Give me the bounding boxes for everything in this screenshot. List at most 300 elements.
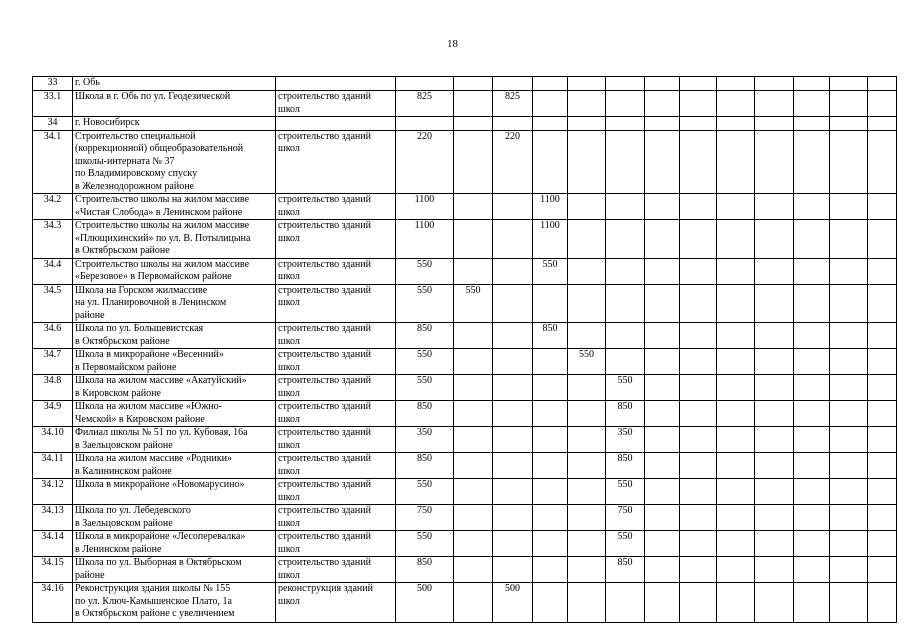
year-value-cell — [680, 453, 717, 479]
year-value-cell — [606, 583, 645, 623]
year-value-cell — [794, 375, 830, 401]
year-value-cell — [755, 220, 794, 259]
year-value-cell — [868, 479, 897, 505]
year-value-cell — [533, 349, 568, 375]
row-number-cell: 34 — [33, 117, 73, 131]
year-value-cell: 350 — [606, 427, 645, 453]
object-name-cell: Школа в г. Обь по ул. Геодезической — [73, 91, 276, 117]
year-value-cell — [493, 117, 533, 131]
total-value-cell: 1100 — [396, 220, 454, 259]
year-value-cell — [755, 479, 794, 505]
year-value-cell: 550 — [568, 349, 606, 375]
year-value-cell: 850 — [606, 453, 645, 479]
year-value-cell — [645, 557, 680, 583]
year-value-cell — [755, 427, 794, 453]
year-value-cell — [645, 427, 680, 453]
year-value-cell — [493, 284, 533, 323]
year-value-cell — [454, 375, 493, 401]
year-value-cell — [717, 427, 755, 453]
work-type-cell: строительство зданий школ — [276, 479, 396, 505]
row-number-cell: 34.7 — [33, 349, 73, 375]
year-value-cell — [645, 323, 680, 349]
year-value-cell: 500 — [493, 583, 533, 623]
row-number-cell: 34.9 — [33, 401, 73, 427]
work-type-cell: реконструкция зданий школ — [276, 583, 396, 623]
work-type-cell: строительство зданий школ — [276, 323, 396, 349]
year-value-cell — [493, 427, 533, 453]
year-value-cell — [680, 349, 717, 375]
object-name-cell: Школа в микрорайоне «Новомарусино» — [73, 479, 276, 505]
row-number-cell: 34.6 — [33, 323, 73, 349]
year-value-cell — [794, 77, 830, 91]
year-value-cell — [717, 194, 755, 220]
year-value-cell — [606, 117, 645, 131]
year-value-cell — [755, 375, 794, 401]
year-value-cell: 220 — [493, 130, 533, 194]
year-value-cell — [680, 130, 717, 194]
year-value-cell: 825 — [493, 91, 533, 117]
year-value-cell — [830, 77, 868, 91]
year-value-cell — [794, 284, 830, 323]
year-value-cell — [606, 194, 645, 220]
table-row — [33, 427, 897, 453]
year-value-cell — [755, 323, 794, 349]
year-value-cell — [830, 117, 868, 131]
year-value-cell — [680, 220, 717, 259]
year-value-cell — [680, 91, 717, 117]
work-type-cell: строительство зданий школ — [276, 557, 396, 583]
year-value-cell — [755, 583, 794, 623]
year-value-cell — [680, 401, 717, 427]
total-value-cell: 1100 — [396, 194, 454, 220]
row-number-cell: 33 — [33, 77, 73, 91]
row-number-cell: 34.5 — [33, 284, 73, 323]
year-value-cell — [830, 130, 868, 194]
year-value-cell — [645, 284, 680, 323]
year-value-cell — [794, 453, 830, 479]
object-name-cell: Школа на жилом массиве «Южно- Чемской» в Кировском районе — [73, 401, 276, 427]
year-value-cell — [755, 91, 794, 117]
year-value-cell — [830, 401, 868, 427]
year-value-cell: 850 — [533, 323, 568, 349]
year-value-cell — [717, 401, 755, 427]
year-value-cell — [645, 194, 680, 220]
year-value-cell — [868, 258, 897, 284]
year-value-cell — [645, 479, 680, 505]
year-value-cell — [568, 258, 606, 284]
year-value-cell — [493, 258, 533, 284]
year-value-cell — [454, 117, 493, 131]
year-value-cell: 550 — [533, 258, 568, 284]
year-value-cell — [645, 531, 680, 557]
object-name-cell: г. Новосибирск — [73, 117, 276, 131]
total-value-cell: 350 — [396, 427, 454, 453]
year-value-cell — [645, 91, 680, 117]
total-value-cell: 500 — [396, 583, 454, 623]
year-value-cell — [645, 349, 680, 375]
year-value-cell — [680, 479, 717, 505]
table-row — [33, 583, 897, 623]
year-value-cell — [830, 323, 868, 349]
total-value-cell: 550 — [396, 258, 454, 284]
year-value-cell — [755, 130, 794, 194]
year-value-cell — [717, 117, 755, 131]
row-number-cell: 34.1 — [33, 130, 73, 194]
total-value-cell: 220 — [396, 130, 454, 194]
year-value-cell — [868, 77, 897, 91]
table-row — [33, 531, 897, 557]
year-value-cell — [868, 91, 897, 117]
year-value-cell — [568, 130, 606, 194]
year-value-cell — [830, 258, 868, 284]
year-value-cell — [493, 323, 533, 349]
object-name-cell: Строительство школы на жилом массиве «Чистая Слобода» в Ленинском районе — [73, 194, 276, 220]
object-name-cell: Филиал школы № 51 по ул. Кубовая, 16а в Заельцовском районе — [73, 427, 276, 453]
object-name-cell: Школа в микрорайоне «Лесоперевалка» в Ленинском районе — [73, 531, 276, 557]
year-value-cell — [717, 77, 755, 91]
object-name-cell: Школа на Горском жилмассиве на ул. Планировочной в Ленинском районе — [73, 284, 276, 323]
year-value-cell — [717, 130, 755, 194]
row-number-cell: 34.11 — [33, 453, 73, 479]
year-value-cell — [755, 505, 794, 531]
year-value-cell — [568, 453, 606, 479]
year-value-cell — [794, 583, 830, 623]
year-value-cell — [493, 349, 533, 375]
work-type-cell: строительство зданий школ — [276, 401, 396, 427]
year-value-cell — [533, 557, 568, 583]
total-value-cell: 550 — [396, 479, 454, 505]
year-value-cell — [645, 453, 680, 479]
year-value-cell — [606, 284, 645, 323]
year-value-cell — [717, 284, 755, 323]
year-value-cell — [568, 427, 606, 453]
year-value-cell — [454, 130, 493, 194]
year-value-cell — [794, 117, 830, 131]
year-value-cell — [755, 284, 794, 323]
table-row — [33, 323, 897, 349]
year-value-cell — [645, 583, 680, 623]
year-value-cell — [493, 194, 533, 220]
year-value-cell — [493, 505, 533, 531]
year-value-cell — [830, 220, 868, 259]
year-value-cell: 550 — [606, 375, 645, 401]
table-row — [33, 91, 897, 117]
table-row — [33, 220, 897, 259]
row-number-cell: 34.13 — [33, 505, 73, 531]
total-value-cell — [396, 117, 454, 131]
year-value-cell: 550 — [606, 531, 645, 557]
year-value-cell — [568, 557, 606, 583]
year-value-cell — [868, 453, 897, 479]
table-row — [33, 453, 897, 479]
total-value-cell — [396, 77, 454, 91]
year-value-cell — [454, 220, 493, 259]
year-value-cell — [680, 427, 717, 453]
year-value-cell — [868, 349, 897, 375]
year-value-cell — [794, 531, 830, 557]
total-value-cell: 550 — [396, 531, 454, 557]
work-type-cell: строительство зданий школ — [276, 453, 396, 479]
total-value-cell: 850 — [396, 453, 454, 479]
year-value-cell — [830, 349, 868, 375]
row-number-cell: 34.8 — [33, 375, 73, 401]
year-value-cell — [568, 117, 606, 131]
year-value-cell — [493, 375, 533, 401]
work-type-cell: строительство зданий школ — [276, 284, 396, 323]
year-value-cell — [794, 401, 830, 427]
year-value-cell — [717, 349, 755, 375]
year-value-cell — [794, 130, 830, 194]
object-name-cell: Строительство специальной (коррекционной) общеобразовательной школы-интерната № 37 по Владимировскому спуску в Железнодорожном районе — [73, 130, 276, 194]
year-value-cell — [454, 453, 493, 479]
table-row — [33, 505, 897, 531]
year-value-cell — [868, 194, 897, 220]
year-value-cell — [717, 220, 755, 259]
year-value-cell — [868, 130, 897, 194]
year-value-cell — [794, 505, 830, 531]
year-value-cell — [568, 583, 606, 623]
year-value-cell — [493, 531, 533, 557]
year-value-cell — [454, 194, 493, 220]
year-value-cell: 1100 — [533, 220, 568, 259]
year-value-cell — [830, 505, 868, 531]
year-value-cell — [755, 531, 794, 557]
table-row — [33, 557, 897, 583]
year-value-cell — [680, 505, 717, 531]
year-value-cell — [568, 284, 606, 323]
year-value-cell — [645, 401, 680, 427]
year-value-cell — [794, 557, 830, 583]
object-name-cell: Школа в микрорайоне «Весенний» в Первомайском районе — [73, 349, 276, 375]
year-value-cell — [830, 479, 868, 505]
year-value-cell — [755, 194, 794, 220]
table-row — [33, 349, 897, 375]
year-value-cell — [755, 77, 794, 91]
work-type-cell — [276, 117, 396, 131]
year-value-cell — [606, 323, 645, 349]
work-type-cell: строительство зданий школ — [276, 427, 396, 453]
total-value-cell: 550 — [396, 375, 454, 401]
year-value-cell — [717, 375, 755, 401]
year-value-cell — [454, 77, 493, 91]
year-value-cell — [645, 220, 680, 259]
year-value-cell: 550 — [454, 284, 493, 323]
year-value-cell: 750 — [606, 505, 645, 531]
work-type-cell: строительство зданий школ — [276, 91, 396, 117]
year-value-cell — [568, 77, 606, 91]
year-value-cell — [680, 375, 717, 401]
year-value-cell — [454, 505, 493, 531]
year-value-cell — [606, 91, 645, 117]
year-value-cell — [794, 323, 830, 349]
row-number-cell: 34.4 — [33, 258, 73, 284]
total-value-cell: 550 — [396, 284, 454, 323]
total-value-cell: 550 — [396, 349, 454, 375]
year-value-cell — [830, 583, 868, 623]
year-value-cell: 1100 — [533, 194, 568, 220]
year-value-cell — [568, 91, 606, 117]
year-value-cell — [717, 531, 755, 557]
year-value-cell — [680, 323, 717, 349]
year-value-cell — [533, 77, 568, 91]
year-value-cell — [533, 453, 568, 479]
object-name-cell: Школа на жилом массиве «Акатуйский» в Кировском районе — [73, 375, 276, 401]
year-value-cell — [606, 349, 645, 375]
year-value-cell — [868, 583, 897, 623]
row-number-cell: 34.16 — [33, 583, 73, 623]
year-value-cell — [568, 401, 606, 427]
table-body — [33, 77, 897, 623]
year-value-cell — [868, 323, 897, 349]
year-value-cell — [645, 258, 680, 284]
table-row — [33, 130, 897, 194]
table-row — [33, 284, 897, 323]
year-value-cell — [830, 557, 868, 583]
year-value-cell — [454, 557, 493, 583]
year-value-cell — [830, 284, 868, 323]
total-value-cell: 750 — [396, 505, 454, 531]
year-value-cell — [493, 479, 533, 505]
row-number-cell: 34.10 — [33, 427, 73, 453]
object-name-cell: Строительство школы на жилом массиве «Березовое» в Первомайском районе — [73, 258, 276, 284]
table-row — [33, 117, 897, 131]
table-row — [33, 194, 897, 220]
year-value-cell: 550 — [606, 479, 645, 505]
year-value-cell — [454, 258, 493, 284]
year-value-cell — [606, 130, 645, 194]
object-name-cell: Школа по ул. Большевистская в Октябрьском районе — [73, 323, 276, 349]
year-value-cell — [568, 323, 606, 349]
year-value-cell — [533, 531, 568, 557]
year-value-cell — [454, 427, 493, 453]
work-type-cell — [276, 77, 396, 91]
year-value-cell — [533, 130, 568, 194]
year-value-cell — [493, 401, 533, 427]
work-type-cell: строительство зданий школ — [276, 375, 396, 401]
year-value-cell — [794, 91, 830, 117]
year-value-cell — [493, 77, 533, 91]
work-type-cell: строительство зданий школ — [276, 130, 396, 194]
object-name-cell: Школа на жилом массиве «Родники» в Калининском районе — [73, 453, 276, 479]
year-value-cell — [717, 479, 755, 505]
year-value-cell — [794, 194, 830, 220]
year-value-cell — [868, 531, 897, 557]
year-value-cell — [454, 401, 493, 427]
work-type-cell: строительство зданий школ — [276, 531, 396, 557]
year-value-cell — [454, 531, 493, 557]
program-table — [32, 76, 897, 623]
object-name-cell: Школа по ул. Выборная в Октябрьском районе — [73, 557, 276, 583]
year-value-cell — [533, 117, 568, 131]
table-row — [33, 375, 897, 401]
year-value-cell — [680, 194, 717, 220]
year-value-cell — [645, 375, 680, 401]
table-row — [33, 479, 897, 505]
year-value-cell — [794, 258, 830, 284]
year-value-cell — [717, 583, 755, 623]
year-value-cell — [680, 117, 717, 131]
year-value-cell — [568, 220, 606, 259]
total-value-cell: 850 — [396, 401, 454, 427]
year-value-cell — [533, 375, 568, 401]
year-value-cell — [794, 427, 830, 453]
year-value-cell — [717, 453, 755, 479]
year-value-cell — [680, 258, 717, 284]
year-value-cell — [454, 349, 493, 375]
year-value-cell — [533, 91, 568, 117]
year-value-cell — [645, 130, 680, 194]
year-value-cell — [794, 349, 830, 375]
year-value-cell — [868, 505, 897, 531]
year-value-cell — [755, 401, 794, 427]
year-value-cell — [568, 505, 606, 531]
table-row — [33, 77, 897, 91]
year-value-cell — [717, 505, 755, 531]
year-value-cell — [868, 284, 897, 323]
year-value-cell — [568, 531, 606, 557]
year-value-cell — [755, 557, 794, 583]
year-value-cell — [680, 77, 717, 91]
work-type-cell: строительство зданий школ — [276, 194, 396, 220]
year-value-cell — [830, 453, 868, 479]
year-value-cell — [533, 583, 568, 623]
year-value-cell — [568, 479, 606, 505]
year-value-cell — [645, 505, 680, 531]
year-value-cell — [493, 557, 533, 583]
work-type-cell: строительство зданий школ — [276, 505, 396, 531]
year-value-cell — [454, 583, 493, 623]
year-value-cell — [606, 258, 645, 284]
year-value-cell — [830, 194, 868, 220]
row-number-cell: 34.15 — [33, 557, 73, 583]
year-value-cell — [568, 194, 606, 220]
year-value-cell — [717, 323, 755, 349]
total-value-cell: 825 — [396, 91, 454, 117]
year-value-cell — [755, 117, 794, 131]
row-number-cell: 33.1 — [33, 91, 73, 117]
table-row — [33, 258, 897, 284]
year-value-cell — [717, 557, 755, 583]
year-value-cell — [680, 583, 717, 623]
year-value-cell — [755, 349, 794, 375]
year-value-cell — [830, 91, 868, 117]
row-number-cell: 34.14 — [33, 531, 73, 557]
year-value-cell — [830, 427, 868, 453]
year-value-cell — [533, 505, 568, 531]
row-number-cell: 34.12 — [33, 479, 73, 505]
year-value-cell — [606, 77, 645, 91]
year-value-cell — [493, 220, 533, 259]
year-value-cell — [645, 77, 680, 91]
year-value-cell — [868, 375, 897, 401]
year-value-cell — [493, 453, 533, 479]
year-value-cell — [533, 284, 568, 323]
total-value-cell: 850 — [396, 323, 454, 349]
year-value-cell — [794, 479, 830, 505]
year-value-cell — [755, 258, 794, 284]
year-value-cell — [680, 284, 717, 323]
year-value-cell — [533, 427, 568, 453]
table-row — [33, 401, 897, 427]
work-type-cell: строительство зданий школ — [276, 258, 396, 284]
work-type-cell: строительство зданий школ — [276, 220, 396, 259]
year-value-cell — [568, 375, 606, 401]
year-value-cell — [680, 557, 717, 583]
year-value-cell — [454, 323, 493, 349]
work-type-cell: строительство зданий школ — [276, 349, 396, 375]
year-value-cell — [717, 258, 755, 284]
year-value-cell — [868, 427, 897, 453]
